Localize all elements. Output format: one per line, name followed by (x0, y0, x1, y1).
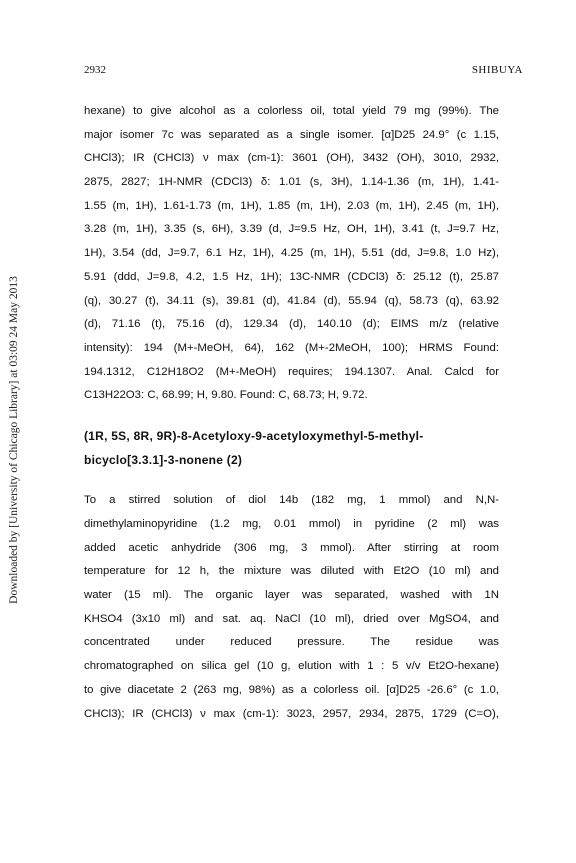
text-line: added acetic anhydride (306 mg, 3 mmol). After stirring at room (84, 541, 499, 554)
text-line: temperature for 12 h, the mixture was diluted with Et2O (10 ml) and (84, 565, 499, 578)
text-line: C13H22O3: C, 68.99; H, 9.80. Found: C, 68.73; H, 9.72. (84, 389, 368, 402)
text-line: KHSO4 (3x10 ml) and sat. aq. NaCl (10 ml), dried over MgSO4, and (84, 612, 499, 625)
running-author: SHIBUYA (471, 64, 523, 76)
running-header (84, 64, 523, 80)
heading-line: (1R, 5S, 8R, 9R)-8-Acetyloxy-9-acetyloxymethyl-5-methyl- (84, 428, 424, 443)
heading-line: bicyclo[3.3.1]-3-nonene (2) (84, 452, 243, 467)
text-line: dimethylaminopyridine (1.2 mg, 0.01 mmol) in pyridine (2 ml) was (84, 518, 499, 530)
paragraph-gap (84, 472, 499, 489)
text-line: 3.28 (m, 1H), 3.35 (s, 6H), 3.39 (d, J=9.5 Hz, OH, 1H), 3.41 (t, J=9.7 Hz, (84, 223, 499, 236)
text-line: to give diacetate 2 (263 mg, 98%) as a colorless oil. [α]D25 -26.6° (c 1.0, (84, 683, 499, 696)
download-note: Downloaded by [University of Chicago Library] at 03:09 24 May 2013 (8, 276, 20, 604)
text-line: CHCl3); IR (CHCl3) ν max (cm-1): 3601 (OH), 3432 (OH), 3010, 2932, (84, 152, 499, 165)
body-text (84, 100, 499, 726)
text-line: 5.91 (ddd, J=9.8, 4.2, 1.5 Hz, 1H); 13C-NMR (CDCl3) δ: 25.12 (t), 25.87 (84, 270, 499, 283)
download-watermark (0, 0, 28, 863)
text-line: To a stirred solution of diol 14b (182 mg, 1 mmol) and N,N- (84, 494, 499, 507)
text-line: 194.1312, C12H18O2 (M+-MeOH) requires; 194.1307. Anal. Calcd for (84, 365, 499, 378)
text-line: chromatographed on silica gel (10 g, elution with 1 : 5 v/v Et2O-hexane) (84, 660, 499, 673)
text-line: concentrated under reduced pressure. The residue was (84, 636, 499, 649)
paragraph-gap (84, 408, 499, 425)
text-line: (q), 30.27 (t), 34.11 (s), 39.81 (d), 41.84 (d), 55.94 (q), 58.73 (q), 63.92 (84, 294, 499, 307)
text-line: 2875, 2827; 1H-NMR (CDCl3) δ: 1.01 (s, 3H), 1.14-1.36 (m, 1H), 1.41- (84, 176, 499, 189)
text-line: hexane) to give alcohol as a colorless oil, total yield 79 mg (99%). The (84, 105, 499, 117)
text-line: CHCl3); IR (CHCl3) ν max (cm-1): 3023, 2957, 2934, 2875, 1729 (C=O), (84, 707, 499, 720)
text-line: 1H), 3.54 (dd, J=9.7, 6.1 Hz, 1H), 4.25 (m, 1H), 5.51 (dd, J=9.8, 1.0 Hz), (84, 247, 499, 260)
text-line: major isomer 7c was separated as a single isomer. [α]D25 24.9° (c 1.15, (84, 128, 499, 141)
paragraph-experimental-2 (84, 489, 499, 726)
text-line: (d), 71.16 (t), 75.16 (d), 129.34 (d), 140.10 (d); EIMS m/z (relative (84, 318, 499, 331)
text-line: water (15 ml). The organic layer was separated, washed with 1N (84, 589, 499, 602)
section-heading (84, 425, 499, 472)
text-line: 1.55 (m, 1H), 1.61-1.73 (m, 1H), 1.85 (m, 1H), 2.03 (m, 1H), 2.45 (m, 1H), (84, 199, 499, 212)
page-number: 2932 (84, 64, 106, 76)
paragraph-experimental-7c (84, 100, 499, 408)
text-line: intensity): 194 (M+-MeOH, 64), 162 (M+-2MeOH, 100); HRMS Found: (84, 341, 499, 354)
